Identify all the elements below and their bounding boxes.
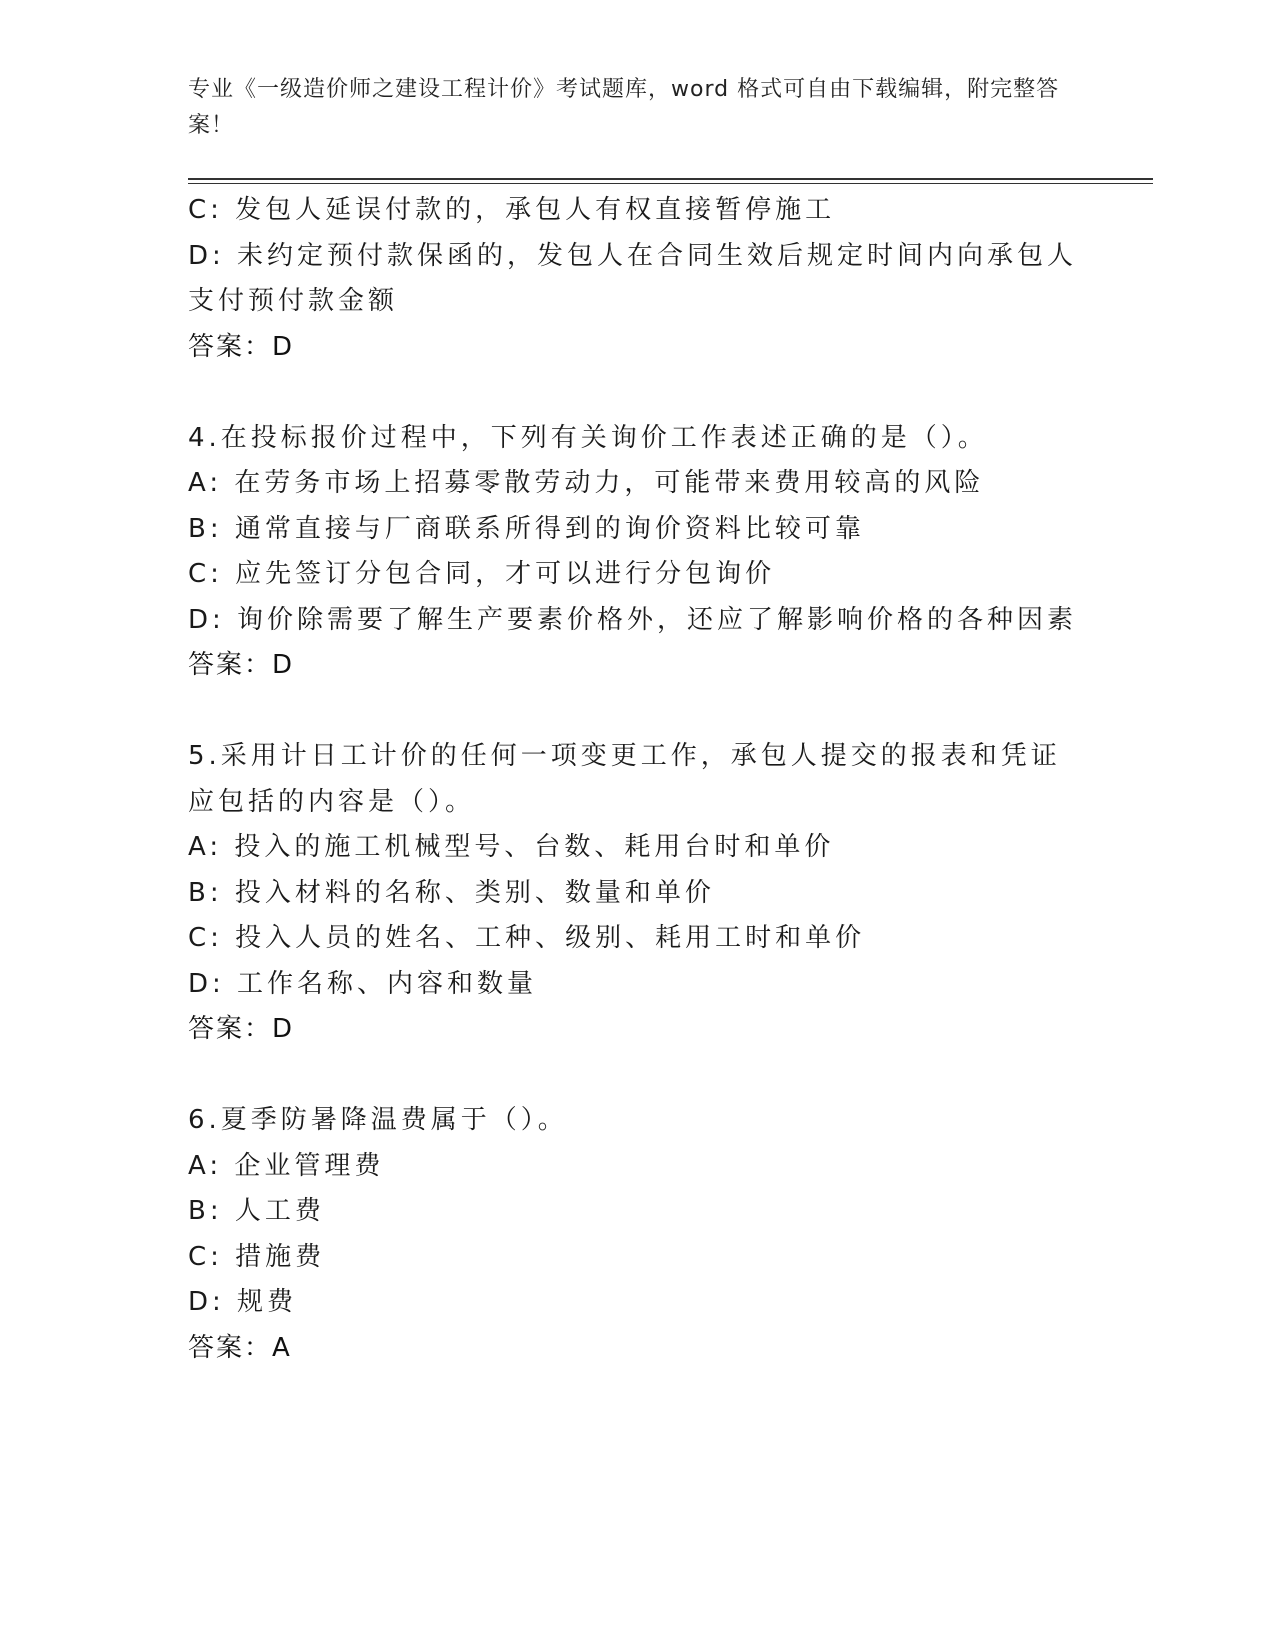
option-c: C: 应先签订分包合同，才可以进行分包询价	[188, 559, 776, 589]
option-a: A: 企业管理费	[188, 1150, 385, 1181]
answer-line: 答案：D	[188, 1014, 295, 1044]
question-stem: 4.在投标报价过程中，下列有关询价工作表述正确的是（）。	[188, 422, 988, 453]
option-c: C: 发包人延误付款的，承包人有权直接暂停施工	[188, 195, 836, 225]
question-list	[188, 188, 1088, 1371]
header-divider	[188, 178, 1153, 184]
option-c: C: 措施费	[188, 1241, 326, 1272]
option-d: D: 询价除需要了解生产要素价格外，还应了解影响价格的各种因素	[188, 604, 1078, 635]
question-5	[188, 734, 1088, 1053]
header-text: 专业《一级造价师之建设工程计价》考试题库，word 格式可自由下载编辑，附完整答案！	[188, 77, 1060, 138]
question-stem: 6.夏季防暑降温费属于（）。	[188, 1105, 568, 1135]
answer-line: 答案：A	[188, 1332, 292, 1363]
question-4	[188, 416, 1088, 689]
spacer	[188, 370, 1088, 416]
option-d: D: 规费	[188, 1287, 298, 1317]
option-d: D: 未约定预付款保函的，发包人在合同生效后规定时间内向承包人支付预付款金额	[188, 240, 1078, 316]
page-header	[188, 72, 1088, 144]
spacer	[188, 689, 1088, 735]
answer-line: 答案：D	[188, 650, 295, 680]
option-a: A: 在劳务市场上招募零散劳动力，可能带来费用较高的风险	[188, 468, 985, 498]
option-c: C: 投入人员的姓名、工种、级别、耗用工时和单价	[188, 923, 866, 953]
option-a: A: 投入的施工机械型号、台数、耗用台时和单价	[188, 832, 835, 862]
option-b: B: 人工费	[188, 1196, 325, 1226]
answer-line: 答案：D	[188, 331, 295, 362]
spacer	[188, 1053, 1088, 1099]
option-b: B: 通常直接与厂商联系所得到的询价资料比较可靠	[188, 513, 865, 544]
question-continued	[188, 188, 1088, 370]
option-b: B: 投入材料的名称、类别、数量和单价	[188, 877, 715, 908]
option-d: D: 工作名称、内容和数量	[188, 968, 538, 999]
question-stem: 5.采用计日工计价的任何一项变更工作，承包人提交的报表和凭证应包括的内容是（）。	[188, 741, 1061, 817]
question-6	[188, 1098, 1088, 1371]
